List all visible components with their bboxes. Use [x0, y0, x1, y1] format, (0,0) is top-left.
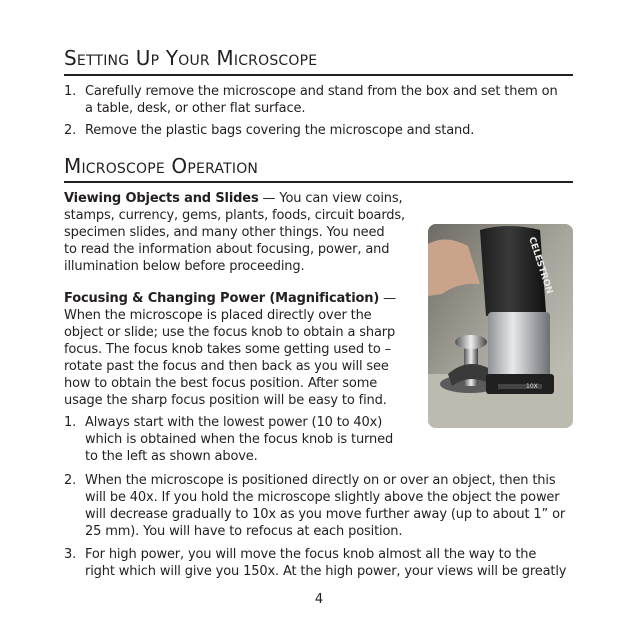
paragraph-line: specimen slides, and many other things. You need — [64, 225, 385, 240]
paragraph-title: Focusing & Changing Power (Magnification) — [64, 291, 380, 306]
list-number: 1. — [64, 84, 77, 99]
paragraph-line: rotate past the focus and then back as you will see — [64, 359, 389, 374]
page-number: 4 — [314, 592, 324, 607]
paragraph-line: stamps, currency, gems, plants, foods, circuit boards, — [64, 208, 406, 223]
heading-rule — [64, 181, 573, 183]
list-line: 25 mm). You will have to refocus at each position. — [85, 524, 403, 539]
list-item — [64, 83, 584, 117]
list-number: 3. — [64, 547, 77, 562]
list-line: will be 40x. If you hold the microscope slightly above the object the power — [85, 490, 560, 505]
list-line: will decrease gradually to 10x as you move further away (up to about 1” or — [85, 507, 566, 522]
paragraph-line: to read the information about focusing, power, and — [64, 242, 390, 257]
list-line: For high power, you will move the focus knob almost all the way to the — [85, 547, 537, 562]
paragraph-line: focus. The focus knob takes some getting used to – — [64, 342, 392, 357]
paragraph-line: how to obtain the best focus position. After some — [64, 376, 378, 391]
knob-label: 10X — [526, 383, 538, 390]
paragraph-line: usage the sharp focus position will be easy to find. — [64, 393, 387, 408]
list-item — [64, 546, 584, 580]
list-line: a table, desk, or other flat surface. — [85, 101, 306, 116]
list-line: to the left as shown above. — [85, 449, 258, 464]
paragraph-focusing — [64, 290, 424, 409]
list-line: which is obtained when the focus knob is turned — [85, 432, 394, 447]
section-heading-setup: Setting Up Your Microscope — [64, 46, 318, 70]
microscope-photo — [428, 224, 573, 428]
list-number: 1. — [64, 415, 77, 430]
list-line: right which will give you 150x. At the high power, your views will be greatly — [85, 564, 567, 579]
list-item — [64, 122, 584, 139]
paragraph-title: Viewing Objects and Slides — [64, 191, 259, 206]
list-item — [64, 472, 584, 540]
brand-label: CELESTRON — [526, 235, 555, 296]
paragraph-line: — You can view coins, — [258, 191, 403, 206]
heading-rule — [64, 74, 573, 76]
paragraph-line: object or slide; use the focus knob to obtain a sharp — [64, 325, 396, 340]
paragraph-line: illumination below before proceeding. — [64, 259, 305, 274]
section-heading-operation: Microscope Operation — [64, 154, 259, 178]
list-line: Remove the plastic bags covering the microscope and stand. — [85, 123, 475, 138]
paragraph-viewing — [64, 190, 424, 275]
list-line: When the microscope is positioned directly on or over an object, then this — [85, 473, 556, 488]
list-line: Always start with the lowest power (10 to 40x) — [85, 415, 383, 430]
list-line: Carefully remove the microscope and stand from the box and set them on — [85, 84, 558, 99]
paragraph-line: — — [379, 291, 397, 306]
list-number: 2. — [64, 473, 77, 488]
list-item — [64, 414, 424, 465]
paragraph-line: When the microscope is placed directly over the — [64, 308, 372, 323]
list-number: 2. — [64, 123, 77, 138]
